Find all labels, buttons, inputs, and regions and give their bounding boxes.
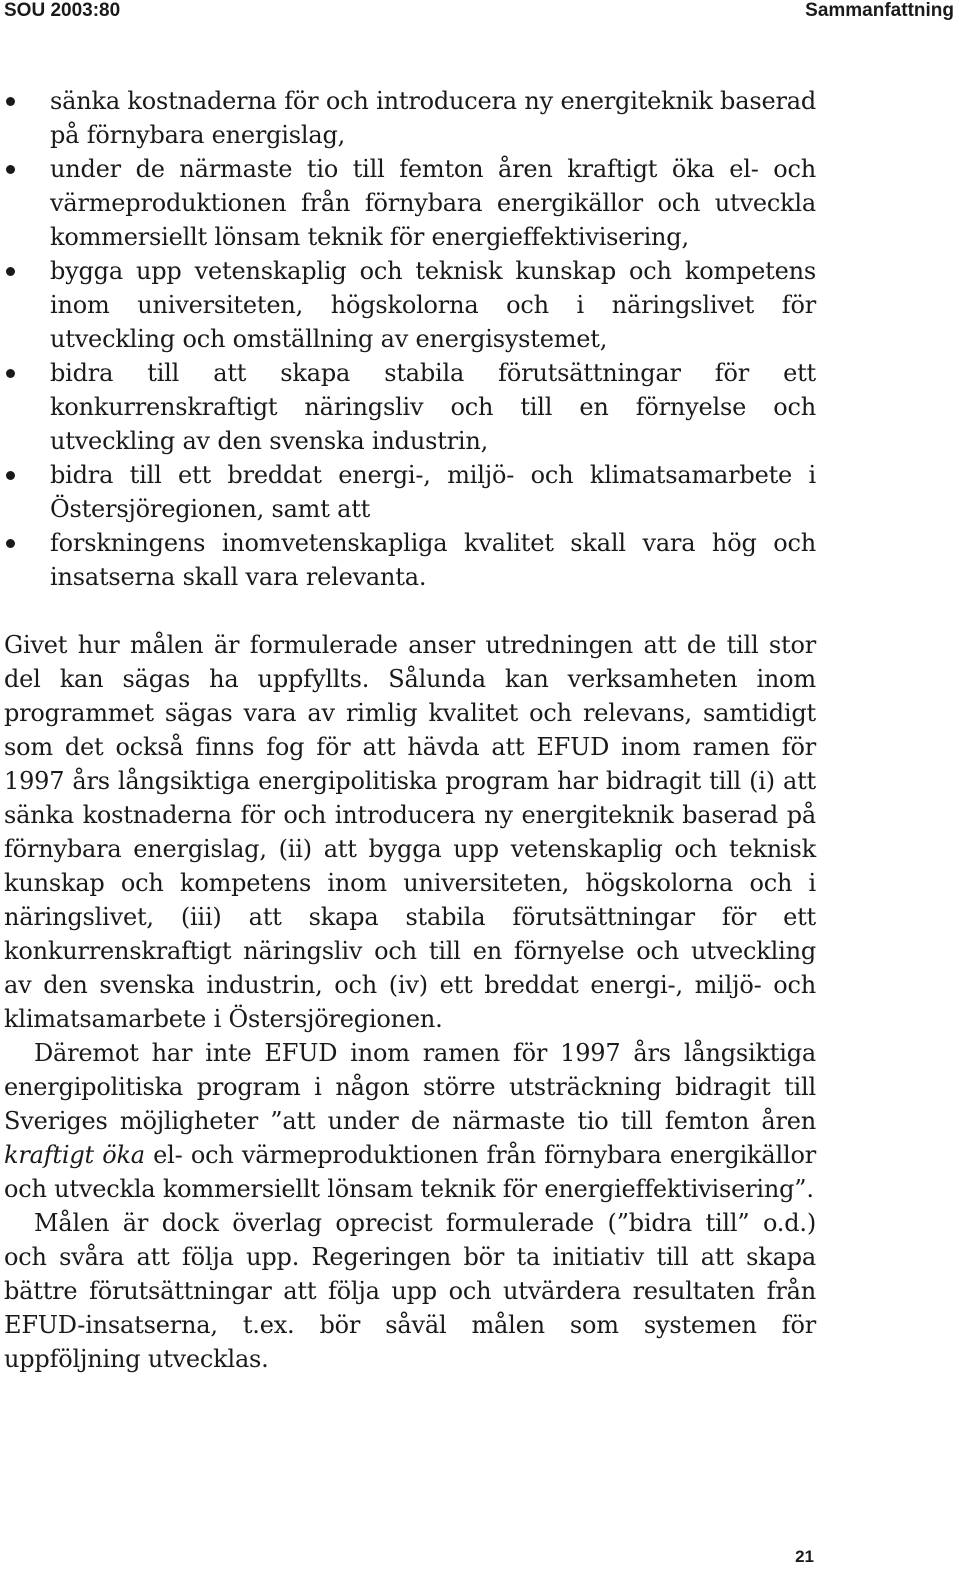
bullet-icon [6,539,15,548]
list-item-text: under de närmaste tio till femton åren kraftigt öka el- och värmeproduktionen från förnybara energikällor och utveckla kommersiellt lönsam teknik för energieffektivisering, [50,155,816,251]
emphasis-text: kraftigt öka [4,1141,145,1169]
assessment-paragraph: Givet hur målen är formulerade anser utredningen att de till stor del kan sägas ha uppfyllts. Sålunda kan verksamheten inom programmet sägas vara av rimlig kvalitet och relevans, samtidigt som det också finns fog för att hävda att EFUD inom ramen för 1997 års långsiktiga energipolitiska program har bidragit till (i) att sänka kostnaderna för och introducera ny energiteknik baserad på förnybara energislag, (ii) att bygga upp vetenskaplig och teknisk kunskap och kompetens inom universiteten, högskolorna och i näringslivet, (iii) att skapa stabila förutsättningar för ett konkurrenskraftigt näringsliv och till en förnyelse och utveckling av den svenska industrin, och (iv) ett breddat energi-, miljö- och klimatsamarbete i Östersjöregionen. [4,631,816,1033]
recommendation-paragraph: Målen är dock överlag oprecist formulerade (”bidra till” o.d.) och svåra att följa upp. Regeringen bör ta initiativ till att skapa bättre förutsättningar att följa upp och utvärdera resultaten från EFUD-insatserna, t.ex. bör såväl målen som systemen för uppföljning utvecklas. [4,1209,816,1373]
list-item [4,254,816,356]
goal-list [4,84,816,594]
list-item-text: bidra till att skapa stabila förutsättningar för ett konkurrenskraftigt näringsliv och till en förnyelse och utveckling av den svenska industrin, [50,359,816,455]
list-item [4,526,816,594]
running-header [0,0,960,24]
list-item-text: bidra till ett breddat energi-, miljö- och klimatsamarbete i Östersjöregionen, samt att [50,461,816,523]
list-item [4,152,816,254]
critique-text-start: Däremot har inte EFUD inom ramen för 1997 års långsiktiga energipolitiska program i någon större utsträckning bidragit till Sveriges möjligheter ”att under de närmaste tio till femton åren [4,1039,816,1135]
page-number: 21 [795,1547,814,1566]
list-item [4,84,816,152]
bullet-icon [6,369,15,378]
bullet-icon [6,97,15,106]
list-item [4,458,816,526]
list-item-text: sänka kostnaderna för och introducera ny energiteknik baserad på förnybara energislag, [50,87,816,149]
report-id: SOU 2003:80 [4,0,121,21]
critique-paragraph [4,1036,816,1206]
critique-text-end: el- och värmeproduktionen från förnybara energikällor och utveckla kommersiellt lönsam teknik för energieffektivisering”. [4,1141,816,1203]
page-body [4,84,816,1376]
section-title: Sammanfattning [805,0,954,21]
bullet-icon [6,471,15,480]
bullet-icon [6,165,15,174]
bullet-icon [6,267,15,276]
list-item-text: bygga upp vetenskaplig och teknisk kunskap och kompetens inom universiteten, högskolorna och i näringslivet för utveckling och omställning av energisystemet, [50,257,816,353]
list-item [4,356,816,458]
list-item-text: forskningens inomvetenskapliga kvalitet skall vara hög och insatserna skall vara relevanta. [50,529,816,591]
